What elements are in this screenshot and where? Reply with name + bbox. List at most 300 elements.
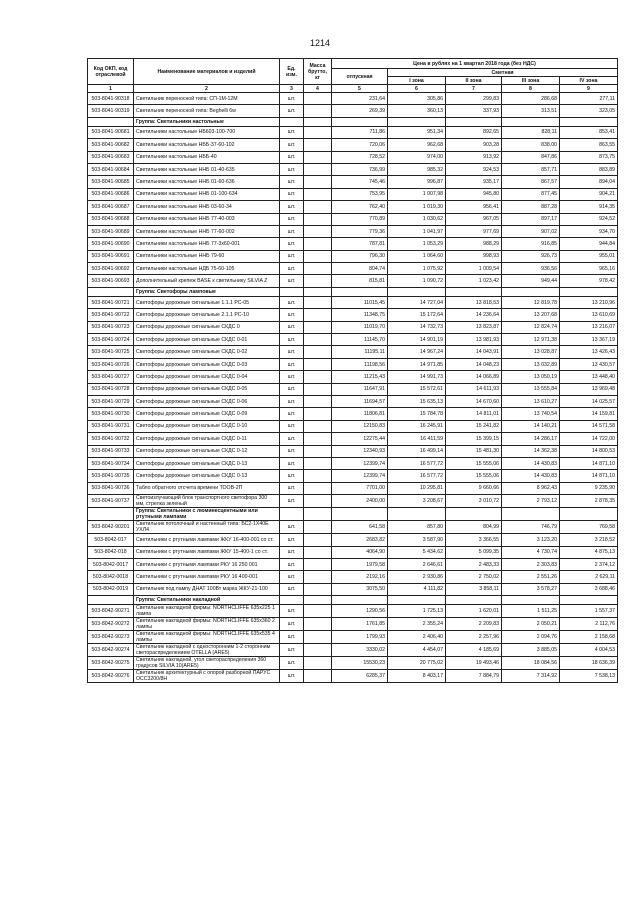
table-row — [88, 250, 618, 262]
mass-cell — [304, 558, 332, 570]
zone-2-price-cell: 5 099,35 — [446, 546, 502, 558]
zone-4-price-cell: 13 216,07 — [560, 321, 618, 333]
unit-cell: шт. — [280, 433, 304, 445]
name-cell: Светофоры дорожные сигнальные 1.1.1 РС-05 — [134, 296, 280, 308]
zone-4-price-cell: 7 538,13 — [560, 670, 618, 683]
unit-cell: шт. — [280, 482, 304, 494]
group-empty-cell — [560, 117, 618, 126]
mass-cell — [304, 534, 332, 546]
index-3: 3 — [280, 85, 304, 93]
release-price-cell: 11015,45 — [332, 296, 388, 308]
mass-cell — [304, 657, 332, 670]
header-unit: Ед. изм. — [280, 59, 304, 85]
code-cell: 503-8041-90685 — [88, 176, 134, 188]
zone-4-price-cell: 978,42 — [560, 275, 618, 287]
release-price-cell: 745,46 — [332, 176, 388, 188]
release-price-cell: 11647,91 — [332, 383, 388, 395]
group-empty-cell — [304, 287, 332, 296]
release-price-cell: 11694,57 — [332, 395, 388, 407]
header-release: отпускная — [332, 69, 388, 85]
release-price-cell: 2192,16 — [332, 571, 388, 583]
group-empty-cell — [280, 117, 304, 126]
table-row — [88, 420, 618, 432]
zone-3-price-cell: 926,73 — [502, 250, 560, 262]
table-row — [88, 558, 618, 570]
table-row — [88, 521, 618, 534]
unit-cell: шт. — [280, 105, 304, 117]
code-cell: 503-8041-90689 — [88, 225, 134, 237]
unit-cell: шт. — [280, 395, 304, 407]
code-cell: 503-8042-90272 — [88, 618, 134, 631]
code-cell: 503-8041-90731 — [88, 420, 134, 432]
zone-4-price-cell: 14 800,53 — [560, 445, 618, 457]
header-estimate: Сметная — [388, 69, 618, 77]
group-code-cell — [88, 287, 134, 296]
unit-cell: шт. — [280, 225, 304, 237]
unit-cell: шт. — [280, 670, 304, 683]
zone-3-price-cell: 1 511,25 — [502, 605, 560, 618]
mass-cell — [304, 618, 332, 631]
release-price-cell: 815,81 — [332, 275, 388, 287]
name-cell: Светильник накладной, угол светораспределения 360 градусов SILVIA 10(ARE5) — [134, 657, 280, 670]
zone-3-price-cell: 13 032,89 — [502, 358, 560, 370]
zone-3-price-cell: 2 303,83 — [502, 558, 560, 570]
zone-4-price-cell: 914,35 — [560, 201, 618, 213]
mass-cell — [304, 631, 332, 644]
name-cell: Светофоры дорожные сигнальные СКДС 0-13 — [134, 457, 280, 469]
zone-1-price-cell: 4 111,82 — [388, 583, 446, 595]
zone-2-price-cell: 14 811,01 — [446, 408, 502, 420]
zone-2-price-cell: 15 481,30 — [446, 445, 502, 457]
mass-cell — [304, 126, 332, 138]
header-name: Наименование материалов и изделий — [134, 59, 280, 85]
group-empty-cell — [280, 508, 304, 521]
release-price-cell: 11195,11 — [332, 346, 388, 358]
zone-1-price-cell: 1 030,62 — [388, 213, 446, 225]
zone-2-price-cell: 913,92 — [446, 151, 502, 163]
zone-2-price-cell: 1 023,42 — [446, 275, 502, 287]
release-price-cell: 796,30 — [332, 250, 388, 262]
release-price-cell: 720,06 — [332, 139, 388, 151]
name-cell: Светильники настольные ННБ 01-40-635 — [134, 163, 280, 175]
zone-4-price-cell: 894,04 — [560, 176, 618, 188]
zone-4-price-cell: 13 610,69 — [560, 309, 618, 321]
unit-cell: шт. — [280, 445, 304, 457]
code-cell: 503-8041-90687 — [88, 201, 134, 213]
index-9: 9 — [560, 85, 618, 93]
name-cell: Светофоры дорожные сигнальные СКДС 0 — [134, 321, 280, 333]
zone-1-price-cell: 16 245,91 — [388, 420, 446, 432]
release-price-cell: 787,81 — [332, 238, 388, 250]
mass-cell — [304, 482, 332, 494]
zone-1-price-cell: 14 971,85 — [388, 358, 446, 370]
group-title: Группа: Светильники накладной — [134, 596, 280, 605]
table-row — [88, 225, 618, 237]
code-cell: 503-8041-90727 — [88, 371, 134, 383]
zone-1-price-cell: 15 635,13 — [388, 395, 446, 407]
group-empty-cell — [388, 596, 446, 605]
zone-2-price-cell: 14 043,91 — [446, 346, 502, 358]
zone-4-price-cell: 2 374,12 — [560, 558, 618, 570]
name-cell: Светильники настольные ННБ 79-60 — [134, 250, 280, 262]
zone-1-price-cell: 2 646,61 — [388, 558, 446, 570]
zone-1-price-cell: 14 727,04 — [388, 296, 446, 308]
index-4: 4 — [304, 85, 332, 93]
code-cell: 503-8041-90686 — [88, 188, 134, 200]
release-price-cell: 770,89 — [332, 213, 388, 225]
zone-1-price-cell: 14 991,73 — [388, 371, 446, 383]
zone-2-price-cell: 2 257,96 — [446, 631, 502, 644]
group-empty-cell — [502, 508, 560, 521]
mass-cell — [304, 250, 332, 262]
code-cell: 503-8041-90724 — [88, 334, 134, 346]
name-cell: Светильники с ртутными лампами ЖКУ 16-400-001 со ст. — [134, 534, 280, 546]
group-title: Группа: Светофоры ламповые — [134, 287, 280, 296]
group-title: Группа: Светильники настольные — [134, 117, 280, 126]
zone-2-price-cell: 892,65 — [446, 126, 502, 138]
table-row — [88, 495, 618, 508]
zone-3-price-cell: 286,68 — [502, 93, 560, 105]
name-cell: Светильник переносной типа: СП-1М-12М — [134, 93, 280, 105]
zone-3-price-cell: 2 793,12 — [502, 495, 560, 508]
mass-cell — [304, 105, 332, 117]
zone-3-price-cell: 838,00 — [502, 139, 560, 151]
zone-3-price-cell: 13 050,19 — [502, 371, 560, 383]
unit-cell: шт. — [280, 605, 304, 618]
unit-cell: шт. — [280, 296, 304, 308]
table-row — [88, 371, 618, 383]
zone-1-price-cell: 16 577,72 — [388, 457, 446, 469]
code-cell: 503-8042-90276 — [88, 670, 134, 683]
unit-cell: шт. — [280, 238, 304, 250]
unit-cell: шт. — [280, 139, 304, 151]
code-cell: 503-8041-90692 — [88, 263, 134, 275]
code-cell: 503-8042-0018 — [88, 571, 134, 583]
mass-cell — [304, 546, 332, 558]
zone-4-price-cell: 883,89 — [560, 163, 618, 175]
release-price-cell: 2400,00 — [332, 495, 388, 508]
group-empty-cell — [280, 596, 304, 605]
mass-cell — [304, 420, 332, 432]
mass-cell — [304, 408, 332, 420]
code-cell: 503-8041-90723 — [88, 321, 134, 333]
zone-2-price-cell: 15 555,06 — [446, 457, 502, 469]
release-price-cell: 231,64 — [332, 93, 388, 105]
zone-2-price-cell: 13 823,87 — [446, 321, 502, 333]
name-cell: Светофоры дорожные сигнальные СКДС 0-06 — [134, 395, 280, 407]
table-row — [88, 631, 618, 644]
zone-3-price-cell: 877,45 — [502, 188, 560, 200]
zone-4-price-cell: 2 158,68 — [560, 631, 618, 644]
zone-2-price-cell: 935,17 — [446, 176, 502, 188]
header-zone-4: IV зона — [560, 77, 618, 85]
unit-cell: шт. — [280, 571, 304, 583]
name-cell: Светильники с ртутными лампами РКУ 16 400-001 — [134, 571, 280, 583]
zone-2-price-cell: 2 209,83 — [446, 618, 502, 631]
code-cell: 503-8042-0019 — [88, 583, 134, 595]
zone-3-price-cell: 18 084,56 — [502, 657, 560, 670]
zone-2-price-cell: 3 366,55 — [446, 534, 502, 546]
name-cell: Светофоры дорожные сигнальные СКДС 0-03 — [134, 358, 280, 370]
code-cell: 503-8041-90721 — [88, 296, 134, 308]
group-empty-cell — [304, 508, 332, 521]
code-cell: 503-8041-90688 — [88, 213, 134, 225]
name-cell: Светильники с ртутными лампами РКУ 16 250 001 — [134, 558, 280, 570]
zone-2-price-cell: 19 493,46 — [446, 657, 502, 670]
zone-1-price-cell: 15 784,78 — [388, 408, 446, 420]
zone-3-price-cell: 887,28 — [502, 201, 560, 213]
zone-2-price-cell: 14 066,89 — [446, 371, 502, 383]
mass-cell — [304, 644, 332, 657]
unit-cell: шт. — [280, 309, 304, 321]
unit-cell: шт. — [280, 644, 304, 657]
code-cell: 503-8042-90274 — [88, 644, 134, 657]
group-empty-cell — [280, 287, 304, 296]
name-cell: Светильники настольные ННБ 77-40-003 — [134, 213, 280, 225]
release-price-cell: 779,36 — [332, 225, 388, 237]
zone-1-price-cell: 1 725,13 — [388, 605, 446, 618]
code-cell: 503-8042-90275 — [88, 657, 134, 670]
table-row — [88, 546, 618, 558]
mass-cell — [304, 346, 332, 358]
zone-1-price-cell: 857,80 — [388, 521, 446, 534]
index-2: 2 — [134, 85, 280, 93]
price-table — [87, 58, 618, 683]
name-cell: Светильник накладной фирмы: NORTHCLIFFE 635х225 1 лампа — [134, 605, 280, 618]
name-cell: Светильники настольные ННБ 01-60-636 — [134, 176, 280, 188]
zone-4-price-cell: 277,11 — [560, 93, 618, 105]
zone-3-price-cell: 2 094,76 — [502, 631, 560, 644]
code-cell: 503-8041-90734 — [88, 457, 134, 469]
code-cell: 503-8041-90683 — [88, 151, 134, 163]
mass-cell — [304, 188, 332, 200]
zone-4-price-cell: 14 722,00 — [560, 433, 618, 445]
table-row — [88, 93, 618, 105]
group-empty-cell — [560, 508, 618, 521]
code-cell: 503-8041-90682 — [88, 139, 134, 151]
group-empty-cell — [332, 117, 388, 126]
zone-3-price-cell: 14 286,17 — [502, 433, 560, 445]
mass-cell — [304, 163, 332, 175]
release-price-cell: 753,95 — [332, 188, 388, 200]
group-code-cell — [88, 508, 134, 521]
mass-cell — [304, 213, 332, 225]
zone-4-price-cell: 863,55 — [560, 139, 618, 151]
table-row — [88, 583, 618, 595]
zone-2-price-cell: 14 048,23 — [446, 358, 502, 370]
code-cell: 503-8041-90730 — [88, 408, 134, 420]
release-price-cell: 12399,74 — [332, 457, 388, 469]
header-mass: Масса брутто, кг — [304, 59, 332, 85]
zone-3-price-cell: 13 610,27 — [502, 395, 560, 407]
release-price-cell: 11806,81 — [332, 408, 388, 420]
mass-cell — [304, 321, 332, 333]
zone-1-price-cell: 1 019,30 — [388, 201, 446, 213]
unit-cell: шт. — [280, 631, 304, 644]
zone-4-price-cell: 873,75 — [560, 151, 618, 163]
zone-1-price-cell: 16 499,14 — [388, 445, 446, 457]
code-cell: 503-8041-90681 — [88, 126, 134, 138]
name-cell: Светофоры дорожные сигнальные СКДС 0-12 — [134, 445, 280, 457]
name-cell: Светофоры дорожные сигнальные СКДС 0-10 — [134, 420, 280, 432]
zone-2-price-cell: 14 670,60 — [446, 395, 502, 407]
group-empty-cell — [332, 596, 388, 605]
release-price-cell: 728,52 — [332, 151, 388, 163]
zone-1-price-cell: 16 411,59 — [388, 433, 446, 445]
zone-1-price-cell: 2 355,24 — [388, 618, 446, 631]
zone-4-price-cell: 14 025,57 — [560, 395, 618, 407]
name-cell: Светофоры дорожные сигнальные СКДС 0-11 — [134, 433, 280, 445]
table-row — [88, 482, 618, 494]
zone-4-price-cell: 323,05 — [560, 105, 618, 117]
release-price-cell: 1290,56 — [332, 605, 388, 618]
zone-3-price-cell: 867,57 — [502, 176, 560, 188]
zone-4-price-cell: 769,58 — [560, 521, 618, 534]
unit-cell: шт. — [280, 546, 304, 558]
unit-cell: шт. — [280, 213, 304, 225]
unit-cell: шт. — [280, 521, 304, 534]
zone-3-price-cell: 13 740,54 — [502, 408, 560, 420]
group-empty-cell — [560, 287, 618, 296]
zone-2-price-cell: 988,29 — [446, 238, 502, 250]
zone-2-price-cell: 1 009,54 — [446, 263, 502, 275]
zone-1-price-cell: 3 587,90 — [388, 534, 446, 546]
table-row — [88, 296, 618, 308]
mass-cell — [304, 309, 332, 321]
release-price-cell: 711,86 — [332, 126, 388, 138]
unit-cell: шт. — [280, 420, 304, 432]
unit-cell: шт. — [280, 263, 304, 275]
mass-cell — [304, 605, 332, 618]
release-price-cell: 2683,82 — [332, 534, 388, 546]
table-row — [88, 571, 618, 583]
name-cell: Светильники настольные НББ-37-60-102 — [134, 139, 280, 151]
zone-1-price-cell: 2 930,86 — [388, 571, 446, 583]
zone-1-price-cell: 4 454,07 — [388, 644, 446, 657]
table-row — [88, 618, 618, 631]
zone-3-price-cell: 14 140,21 — [502, 420, 560, 432]
zone-4-price-cell: 904,21 — [560, 188, 618, 200]
zone-4-price-cell: 13 426,43 — [560, 346, 618, 358]
zone-2-price-cell: 15 555,06 — [446, 470, 502, 482]
code-cell: 503-8041-90732 — [88, 433, 134, 445]
zone-2-price-cell: 2 483,33 — [446, 558, 502, 570]
zone-4-price-cell: 1 557,37 — [560, 605, 618, 618]
table-row — [88, 126, 618, 138]
mass-cell — [304, 334, 332, 346]
zone-3-price-cell: 12 819,78 — [502, 296, 560, 308]
zone-1-price-cell: 1 007,98 — [388, 188, 446, 200]
name-cell: Табло обратного отсчета времени ТООВ-2П — [134, 482, 280, 494]
zone-2-price-cell: 2 750,02 — [446, 571, 502, 583]
zone-3-price-cell: 746,79 — [502, 521, 560, 534]
group-empty-cell — [560, 596, 618, 605]
table-row — [88, 358, 618, 370]
code-cell: 503-8041-90735 — [88, 470, 134, 482]
mass-cell — [304, 571, 332, 583]
unit-cell: шт. — [280, 534, 304, 546]
zone-3-price-cell: 13 555,84 — [502, 383, 560, 395]
code-cell: 503-8042-90273 — [88, 631, 134, 644]
table-row — [88, 670, 618, 683]
zone-3-price-cell: 936,56 — [502, 263, 560, 275]
zone-4-price-cell: 3 688,46 — [560, 583, 618, 595]
release-price-cell: 11145,70 — [332, 334, 388, 346]
table-row — [88, 139, 618, 151]
zone-3-price-cell: 14 430,83 — [502, 457, 560, 469]
header-price-group: Цена в рублях на 1 квартал 2018 года (без НДС) — [332, 59, 618, 69]
zone-1-price-cell: 1 064,60 — [388, 250, 446, 262]
unit-cell: шт. — [280, 93, 304, 105]
name-cell: Светильник накладной с односторонним 1-2 сторонним светораспределением OTELLA (ARE5) — [134, 644, 280, 657]
zone-2-price-cell: 4 185,69 — [446, 644, 502, 657]
group-empty-cell — [446, 596, 502, 605]
zone-2-price-cell: 3 010,72 — [446, 495, 502, 508]
group-empty-cell — [304, 117, 332, 126]
zone-3-price-cell: 828,11 — [502, 126, 560, 138]
group-empty-cell — [388, 508, 446, 521]
zone-1-price-cell: 360,13 — [388, 105, 446, 117]
zone-2-price-cell: 903,28 — [446, 139, 502, 151]
release-price-cell: 7701,00 — [332, 482, 388, 494]
code-cell: 503-8041-90736 — [88, 482, 134, 494]
unit-cell: шт. — [280, 321, 304, 333]
header-code: Код ОКП, код отраслевой — [88, 59, 134, 85]
zone-3-price-cell: 949,44 — [502, 275, 560, 287]
index-7: 7 — [446, 85, 502, 93]
zone-4-price-cell: 4 875,13 — [560, 546, 618, 558]
release-price-cell: 3330,02 — [332, 644, 388, 657]
mass-cell — [304, 201, 332, 213]
zone-2-price-cell: 1 620,01 — [446, 605, 502, 618]
zone-3-price-cell: 847,86 — [502, 151, 560, 163]
table-row — [88, 445, 618, 457]
group-empty-cell — [388, 287, 446, 296]
zone-3-price-cell: 12 971,38 — [502, 334, 560, 346]
name-cell: Светильники настольные ННБ 03-60-34 — [134, 201, 280, 213]
code-cell: 503-8041-90693 — [88, 275, 134, 287]
name-cell: Светоизлучающий блок транспортного светофора 300 мм, стрелка зеленый — [134, 495, 280, 508]
index-6: 6 — [388, 85, 446, 93]
mass-cell — [304, 445, 332, 457]
zone-2-price-cell: 299,83 — [446, 93, 502, 105]
group-empty-cell — [304, 596, 332, 605]
table-row — [88, 309, 618, 321]
code-cell: 503-8041-90733 — [88, 445, 134, 457]
zone-4-price-cell: 13 210,96 — [560, 296, 618, 308]
zone-1-price-cell: 10 295,81 — [388, 482, 446, 494]
table-row — [88, 605, 618, 618]
zone-2-price-cell: 13 818,53 — [446, 296, 502, 308]
zone-1-price-cell: 14 732,73 — [388, 321, 446, 333]
zone-2-price-cell: 967,05 — [446, 213, 502, 225]
code-cell: 503-8041-90729 — [88, 395, 134, 407]
mass-cell — [304, 263, 332, 275]
table-row — [88, 383, 618, 395]
zone-4-price-cell: 13 367,19 — [560, 334, 618, 346]
table-row — [88, 176, 618, 188]
zone-1-price-cell: 3 208,67 — [388, 495, 446, 508]
zone-4-price-cell: 14 871,10 — [560, 457, 618, 469]
unit-cell: шт. — [280, 163, 304, 175]
code-cell: 503-8042-90201 — [88, 521, 134, 534]
mass-cell — [304, 371, 332, 383]
mass-cell — [304, 275, 332, 287]
release-price-cell: 12340,93 — [332, 445, 388, 457]
zone-4-price-cell: 965,16 — [560, 263, 618, 275]
unit-cell: шт. — [280, 358, 304, 370]
name-cell: Дополнительный крепеж BASE к светильнику SILVIA Z — [134, 275, 280, 287]
